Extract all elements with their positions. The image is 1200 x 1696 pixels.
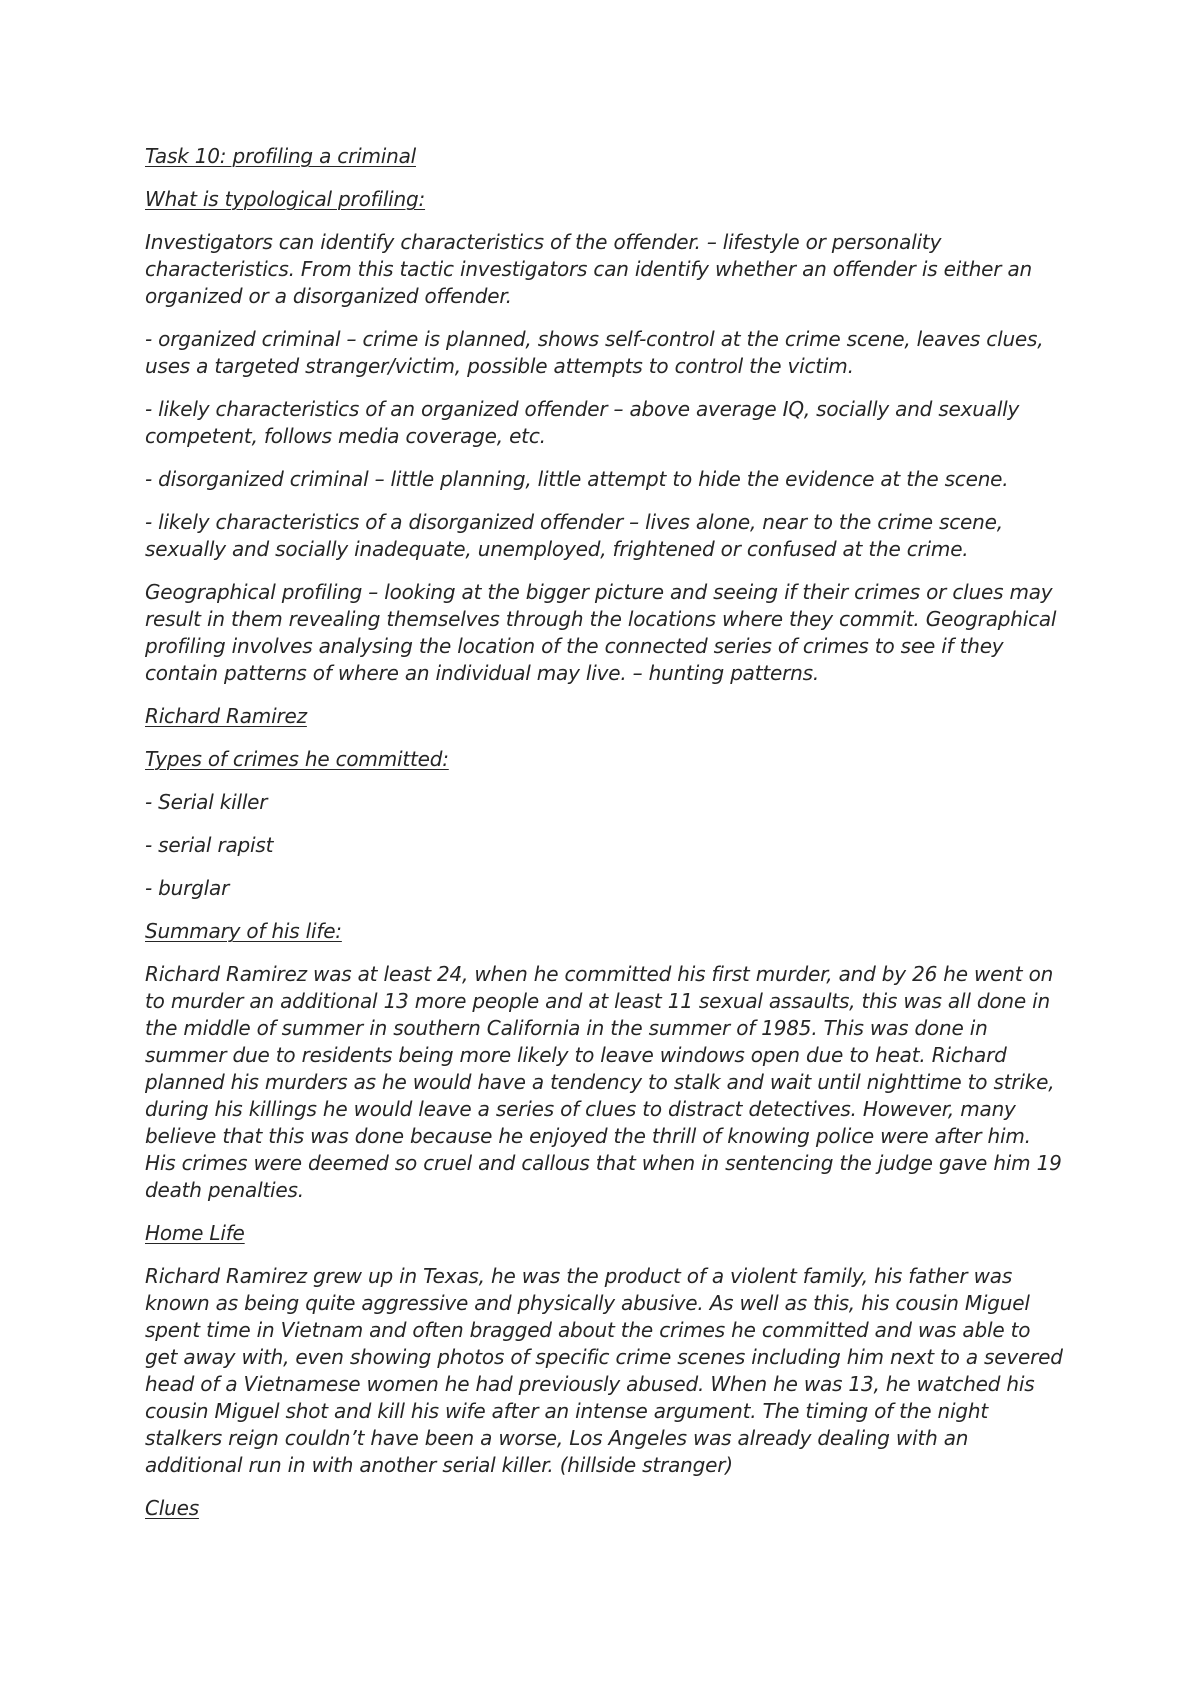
document-body xyxy=(145,143,1065,1538)
task-title: Task 10: profiling a criminal xyxy=(145,144,416,168)
geographical-profiling-paragraph: Geographical profiling – looking at the bigger picture and seeing if their crimes or clues may result in them revealing themselves through the locations where they commit. Geographical profiling involves analysing the location of the connected series of crimes to see if they contain patterns of where an individual may live. – hunting patterns. xyxy=(145,580,1057,685)
home-life-heading: Home Life xyxy=(145,1221,245,1245)
crime-item: - Serial killer xyxy=(145,790,268,814)
summary-heading: Summary of his life: xyxy=(145,919,342,943)
typological-intro: Investigators can identify characteristics of the offender. – lifestyle or personality characteristics. From this tactic investigators can identify whether an offender is either an organized or a disorganized offender. xyxy=(145,230,1032,308)
home-life-paragraph: Richard Ramirez grew up in Texas, he was the product of a violent family, his father was known as being quite aggressive and physically abusive. As well as this, his cousin Miguel spent time in Vietnam and often bragged about the crimes he committed and was able to get away with, even showing photos of specific crime scenes including him next to a severed head of a Vietnamese women he had previously abused. When he was 13, he watched his cousin Miguel shot and kill his wife after an intense argument. The timing of the night stalkers reign couldn’t have been a worse, Los Angeles was already dealing with an additional run in with another serial killer. (hillside stranger) xyxy=(145,1264,1063,1477)
disorganized-criminal-paragraph: - disorganized criminal – little planning, little attempt to hide the evidence at the scene. xyxy=(145,467,1009,491)
organized-characteristics-paragraph: - likely characteristics of an organized offender – above average IQ, socially and sexually competent, follows media coverage, etc. xyxy=(145,397,1020,448)
crimes-heading: Types of crimes he committed: xyxy=(145,747,449,771)
disorganized-characteristics-paragraph: - likely characteristics of a disorganized offender – lives alone, near to the crime scene, sexually and socially inadequate, unemployed, frightened or confused at the crime. xyxy=(145,510,1003,561)
clues-heading: Clues xyxy=(145,1496,199,1520)
crime-item: - serial rapist xyxy=(145,833,274,857)
subject-name-heading: Richard Ramirez xyxy=(145,704,307,728)
crime-item: - burglar xyxy=(145,876,230,900)
typological-heading: What is typological profiling: xyxy=(145,187,426,211)
summary-paragraph: Richard Ramirez was at least 24, when he committed his first murder, and by 26 he went on to murder an additional 13 more people and at least 11 sexual assaults, this was all done in the middle of summer in southern California in the summer of 1985. This was done in summer due to residents being more likely to leave windows open due to heat. Richard planned his murders as he would have a tendency to stalk and wait until nighttime to strike, during his killings he would leave a series of clues to distract detectives. However, many believe that this was done because he enjoyed the thrill of knowing police were after him. His crimes were deemed so cruel and callous that when in sentencing the judge gave him 19 death penalties. xyxy=(145,962,1062,1202)
organized-criminal-paragraph: - organized criminal – crime is planned, shows self-control at the crime scene, leaves clues, uses a targeted stranger/victim, possible attempts to control the victim. xyxy=(145,327,1044,378)
